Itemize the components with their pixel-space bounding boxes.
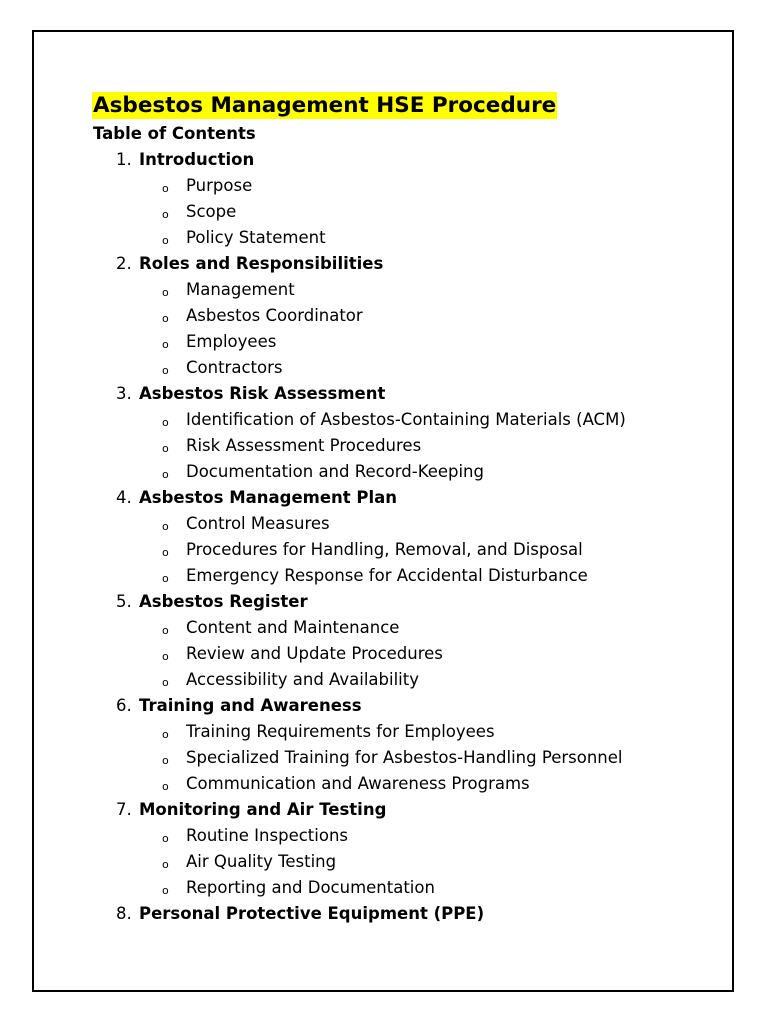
subsection-label: Content and Maintenance	[186, 618, 400, 637]
section-number: 1.	[116, 150, 132, 169]
toc-section-row	[0, 254, 768, 280]
toc-section-row	[0, 696, 768, 722]
circle-bullet-icon: o	[162, 884, 169, 897]
section-number: 5.	[116, 592, 132, 611]
subsection-label: Risk Assessment Procedures	[186, 436, 422, 455]
toc-subsection-item	[0, 722, 768, 748]
circle-bullet-icon: o	[162, 468, 169, 481]
subsection-label: Identification of Asbestos-Containing Materials (ACM)	[186, 410, 626, 429]
circle-bullet-icon: o	[162, 728, 169, 741]
subsection-label: Communication and Awareness Programs	[186, 774, 530, 793]
subsection-label: Employees	[186, 332, 277, 351]
subsection-label: Training Requirements for Employees	[186, 722, 495, 741]
toc-subsection-item	[0, 228, 768, 254]
toc-subsection-list	[0, 410, 768, 488]
subsection-label: Reporting and Documentation	[186, 878, 435, 897]
section-title: Personal Protective Equipment (PPE)	[139, 904, 485, 923]
circle-bullet-icon: o	[162, 182, 169, 195]
subsection-label: Scope	[186, 202, 237, 221]
section-title: Introduction	[139, 150, 255, 169]
circle-bullet-icon: o	[162, 754, 169, 767]
toc-subsection-item	[0, 540, 768, 566]
toc-subsection-list	[0, 826, 768, 904]
toc-subsection-item	[0, 878, 768, 904]
subsection-label: Purpose	[186, 176, 253, 195]
subsection-label: Documentation and Record-Keeping	[186, 462, 484, 481]
toc-subsection-list	[0, 514, 768, 592]
subsection-label: Management	[186, 280, 295, 299]
circle-bullet-icon: o	[162, 312, 169, 325]
circle-bullet-icon: o	[162, 572, 169, 585]
toc-subsection-item	[0, 176, 768, 202]
toc-section-row	[0, 592, 768, 618]
toc-subsection-item	[0, 618, 768, 644]
toc-section-row	[0, 904, 768, 930]
table-of-contents	[0, 150, 768, 930]
toc-section-row	[0, 150, 768, 176]
circle-bullet-icon: o	[162, 442, 169, 455]
section-number: 4.	[116, 488, 132, 507]
toc-section-row	[0, 800, 768, 826]
toc-subsection-item	[0, 410, 768, 436]
section-title: Asbestos Management Plan	[139, 488, 398, 507]
circle-bullet-icon: o	[162, 858, 169, 871]
toc-section	[0, 150, 768, 254]
subsection-label: Accessibility and Availability	[186, 670, 419, 689]
circle-bullet-icon: o	[162, 624, 169, 637]
subsection-label: Policy Statement	[186, 228, 326, 247]
section-title: Monitoring and Air Testing	[139, 800, 387, 819]
toc-subsection-item	[0, 774, 768, 800]
toc-section-row	[0, 384, 768, 410]
section-number: 7.	[116, 800, 132, 819]
toc-section	[0, 488, 768, 592]
toc-subsection-item	[0, 566, 768, 592]
circle-bullet-icon: o	[162, 676, 169, 689]
section-title: Asbestos Risk Assessment	[139, 384, 386, 403]
toc-subsection-item	[0, 358, 768, 384]
circle-bullet-icon: o	[162, 650, 169, 663]
subsection-label: Contractors	[186, 358, 283, 377]
subsection-label: Asbestos Coordinator	[186, 306, 363, 325]
toc-subsection-item	[0, 462, 768, 488]
section-title: Asbestos Register	[139, 592, 308, 611]
toc-subsection-item	[0, 280, 768, 306]
subsection-label: Air Quality Testing	[186, 852, 337, 871]
toc-subsection-list	[0, 280, 768, 384]
circle-bullet-icon: o	[162, 234, 169, 247]
toc-section	[0, 800, 768, 904]
toc-subsection-item	[0, 852, 768, 878]
section-number: 8.	[116, 904, 132, 923]
circle-bullet-icon: o	[162, 208, 169, 221]
circle-bullet-icon: o	[162, 286, 169, 299]
circle-bullet-icon: o	[162, 520, 169, 533]
circle-bullet-icon: o	[162, 416, 169, 429]
section-number: 3.	[116, 384, 132, 403]
subsection-label: Control Measures	[186, 514, 330, 533]
circle-bullet-icon: o	[162, 338, 169, 351]
toc-subsection-list	[0, 722, 768, 800]
toc-subsection-item	[0, 748, 768, 774]
document-title: Asbestos Management HSE Procedure	[93, 93, 557, 118]
subsection-label: Emergency Response for Accidental Disturbance	[186, 566, 588, 585]
toc-section	[0, 254, 768, 384]
toc-subsection-item	[0, 332, 768, 358]
section-title: Roles and Responsibilities	[139, 254, 384, 273]
toc-section-row	[0, 488, 768, 514]
toc-section	[0, 696, 768, 800]
toc-subsection-item	[0, 644, 768, 670]
toc-subsection-item	[0, 306, 768, 332]
toc-subsection-item	[0, 514, 768, 540]
toc-section	[0, 592, 768, 696]
toc-subsection-list	[0, 176, 768, 254]
subsection-label: Procedures for Handling, Removal, and Disposal	[186, 540, 583, 559]
toc-subsection-item	[0, 436, 768, 462]
circle-bullet-icon: o	[162, 364, 169, 377]
circle-bullet-icon: o	[162, 546, 169, 559]
toc-subsection-item	[0, 670, 768, 696]
subsection-label: Routine Inspections	[186, 826, 349, 845]
subsection-label: Specialized Training for Asbestos-Handling Personnel	[186, 748, 623, 767]
section-number: 6.	[116, 696, 132, 715]
toc-section	[0, 904, 768, 930]
toc-heading: Table of Contents	[93, 124, 256, 143]
section-number: 2.	[116, 254, 132, 273]
section-title: Training and Awareness	[139, 696, 362, 715]
toc-subsection-item	[0, 202, 768, 228]
circle-bullet-icon: o	[162, 832, 169, 845]
toc-section	[0, 384, 768, 488]
toc-subsection-list	[0, 618, 768, 696]
subsection-label: Review and Update Procedures	[186, 644, 443, 663]
circle-bullet-icon: o	[162, 780, 169, 793]
toc-subsection-item	[0, 826, 768, 852]
